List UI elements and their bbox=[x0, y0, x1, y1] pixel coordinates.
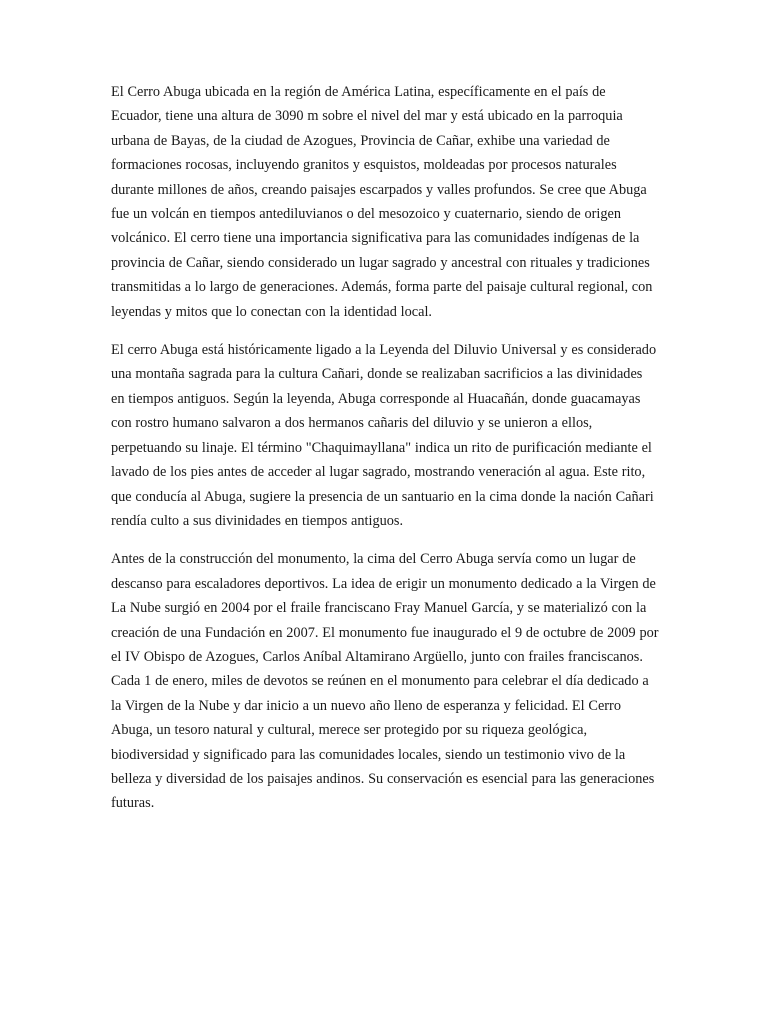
paragraph-2: El cerro Abuga está históricamente ligado a la Leyenda del Diluvio Universal y es considerado una montaña sagrada para la cultura Cañari, donde se realizaban sacrificios a las divinidades en tiempos antiguos. Según la leyenda, Abuga corresponde al Huacañán, donde guacamayas con rostro humano salvaron a dos hermanos cañaris del diluvio y se unieron a ellos, perpetuando su linaje. El término "Chaquimayllana" indica un rito de purificación mediante el lavado de los pies antes de acceder al lugar sagrado, mostrando veneración al agua. Este rito, que conducía al Abuga, sugiere la presencia de un santuario en la cima donde la nación Cañari rendía culto a sus divinidades en tiempos antiguos. bbox=[111, 342, 657, 529]
document-body bbox=[111, 80, 659, 830]
paragraph-3: Antes de la construcción del monumento, la cima del Cerro Abuga servía como un lugar de descanso para escaladores deportivos. La idea de erigir un monumento dedicado a la Virgen de La Nube surgió en 2004 por el fraile franciscano Fray Manuel García, y se materializó con la creación de una Fundación en 2007. El monumento fue inaugurado el 9 de octubre de 2009 por el IV Obispo de Azogues, Carlos Aníbal Altamirano Argüello, junto con frailes franciscanos. Cada 1 de enero, miles de devotos se reúnen en el monumento para celebrar el día dedicado a la Virgen de la Nube y dar inicio a un nuevo año lleno de esperanza y felicidad. El Cerro Abuga, un tesoro natural y cultural, merece ser protegido por su riqueza geológica, biodiversidad y significado para las comunidades locales, siendo un testimonio vivo de la belleza y diversidad de los paisajes andinos. Su conservación es esencial para las generaciones futuras. bbox=[111, 551, 659, 812]
paragraph-1: El Cerro Abuga ubicada en la región de América Latina, específicamente en el país de Ecuador, tiene una altura de 3090 m sobre el nivel del mar y está ubicado en la parroquia urbana de Bayas, de la ciudad de Azogues, Provincia de Cañar, exhibe una variedad de formaciones rocosas, incluyendo granitos y esquistos, moldeadas por procesos naturales durante millones de años, creando paisajes escarpados y valles profundos. Se cree que Abuga fue un volcán en tiempos antediluvianos o del mesozoico y cuaternario, siendo de origen volcánico. El cerro tiene una importancia significativa para las comunidades indígenas de la provincia de Cañar, siendo considerado un lugar sagrado y ancestral con rituales y tradiciones transmitidas a lo largo de generaciones. Además, forma parte del paisaje cultural regional, con leyendas y mitos que lo conectan con la identidad local. bbox=[111, 84, 653, 320]
